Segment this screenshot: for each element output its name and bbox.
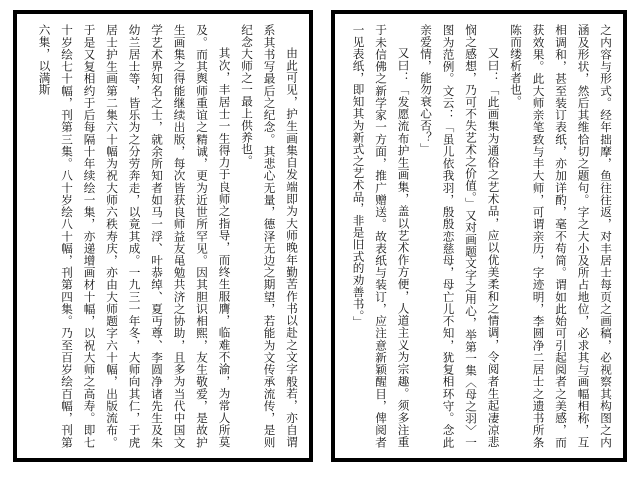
left-paragraph-1: 由此可见，护生画集自发端即为大师晚年勤苦作书以赴之文字般若，亦自谓系其书写最后之纪念。其悲心无量，德泽无边之期望，若能为文传承流传，是则纪念大师之一最上供养也。 <box>240 24 299 448</box>
right-paragraph-1: 之内容与形式。经年拙摩，鱼往往返，对丰居士每页之画稿，必视察其构图之内涵及形状，然后其维恰切之题句。字之大小及所占地位，必求其与画幅相称，互相调和，甚至装订表纸，亦加详酌，毫不苟简。谓如此始可引起阅者之美感，而获效果。此大师亲笔致与丰大师，可谓亲历，字迹明，李圆净二居士之遗书所条陈而缕析者也。 <box>509 24 613 448</box>
left-paragraph-2: 其次，丰居士一生得力于良师之指导，而终生服膺，临难不渝，为常人所莫及。而其舆师重谊之精诚，更为近世所罕见。因其胆识相熙，友生敬爱，是故护生画集之得能继续出版，每次皆获良师益友黾勉共济之协助，且多为当代中国文学艺术界知名之士，就余所知者如马一浮、叶恭绰、夏丏尊、李圆净诸先生及朱幼兰居士等，皆乐为之分劳奔走，以竟其成。一九三一年冬，大师向其仁，于虎居士护生画第二集六十幅为祝大师六秩寿庆，亦由大师题字六十幅，出版流布。于是又复相约于后每隔十年续绘一集，亦递增画材十幅，以祝大师之高寿。即七十岁绘七十幅，刊第三集。八十岁绘八十幅，刊第四集。乃至百岁绘百幅，刊第六集，以满斯 <box>37 24 232 448</box>
right-page-text <box>341 24 617 448</box>
right-paragraph-3: 又曰：「发愿流布护生画集，盖以艺术作方便，人道主义为宗趣。须多注重于未信佛之新学家一方面，推广赠送。故表纸与装订，应注意新颖醒目，俾阅者一见表纸，即知其为新式之艺术品，非是旧式的劝善书。」 <box>351 24 411 448</box>
right-paragraph-2: 又曰：「此画集为通俗之艺术品，应以优美柔和之情调，令阅者生起凄凉悲悯之感想，乃可不失艺术之价值。」又对画题文字之用心，举第一集〈母之羽〉一图为范例。文云：「虽儿依我羽，殷殷恋慈母，母亡儿不知，犹复相环守。念此亲爱情，能勿衰心否？」 <box>419 24 501 448</box>
left-page-text <box>23 24 303 448</box>
right-page <box>331 10 627 462</box>
left-page <box>13 10 313 462</box>
